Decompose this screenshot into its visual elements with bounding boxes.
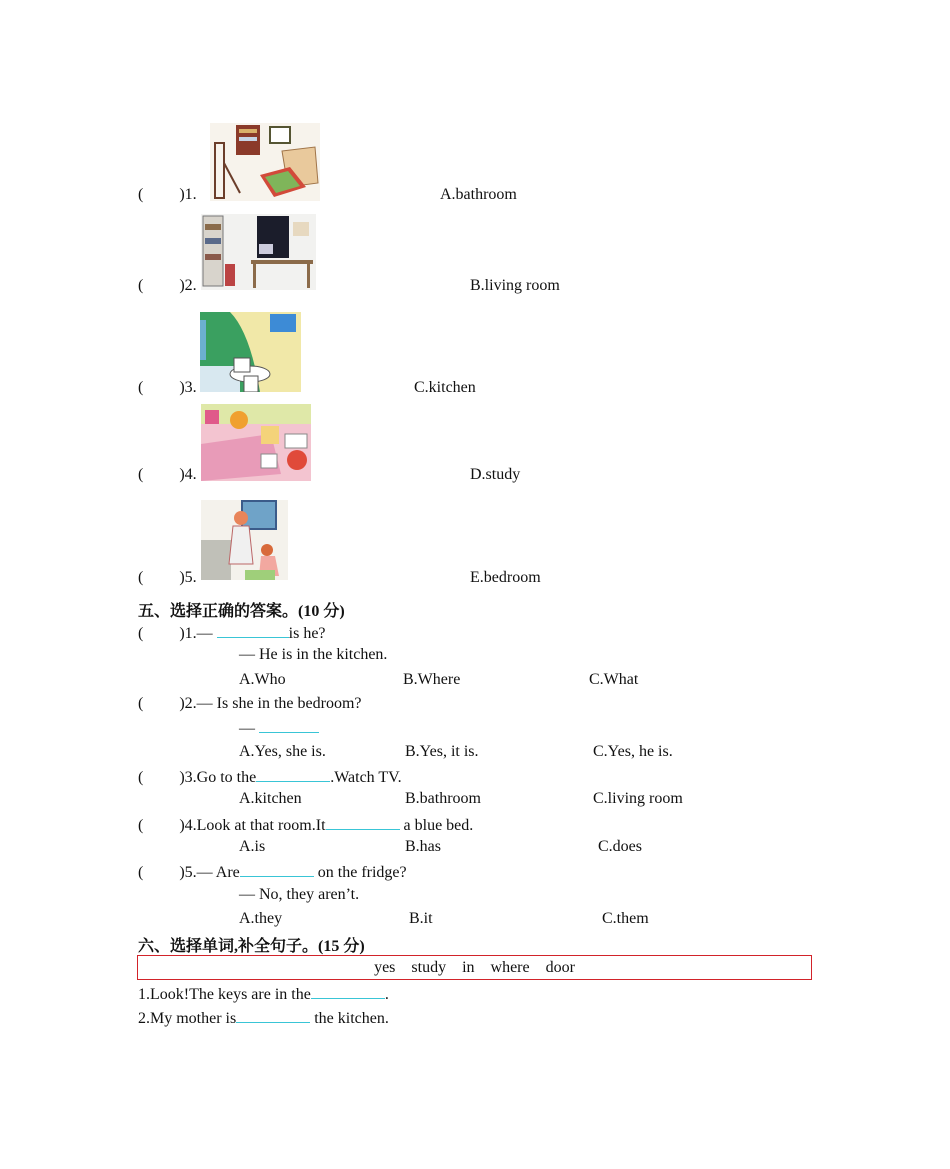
bedroom-picture (201, 404, 311, 481)
q2-dash: — (239, 720, 255, 737)
answer-paren-open[interactable]: ( (138, 569, 144, 586)
matching-row-4 (138, 466, 197, 484)
q2-reply (239, 718, 319, 738)
q1-option-c: C.What (589, 671, 639, 688)
q3-option-b: B.bathroom (405, 790, 481, 807)
s2-suffix: the kitchen. (314, 1010, 389, 1027)
s6-sentence-2 (138, 1008, 389, 1028)
q1-suffix: is he? (288, 625, 326, 642)
section-6-title: 六、选择单词,补全句子。(15 分) (138, 938, 365, 955)
answer-paren-close: ) (179, 695, 185, 712)
study-picture (201, 214, 316, 290)
answer-paren-close: ) (179, 277, 185, 294)
word-bank (137, 955, 812, 980)
q4-prefix: 4.Look at that room.It (184, 817, 326, 834)
answer-paren-close: ) (179, 625, 185, 642)
q5-prefix: 5.— Are (184, 864, 240, 881)
matching-row-2 (138, 277, 197, 295)
q3-option-a: A.kitchen (239, 790, 302, 807)
answer-blank[interactable] (256, 767, 330, 782)
q5-option-b: B.it (409, 910, 433, 927)
s5-question-2 (138, 695, 362, 713)
matching-option-a: A.bathroom (440, 186, 517, 203)
word-bank-words: yes study in where door (374, 959, 575, 976)
answer-paren-close: ) (179, 569, 185, 586)
q4-option-b: B.has (405, 838, 441, 855)
s6-sentence-1 (138, 984, 389, 1004)
answer-paren-open[interactable]: ( (138, 466, 144, 483)
answer-paren-open[interactable]: ( (138, 864, 144, 881)
q2-option-b: B.Yes, it is. (405, 743, 479, 760)
answer-paren-open[interactable]: ( (138, 625, 144, 642)
living-room-picture (210, 123, 320, 201)
answer-paren-open[interactable]: ( (138, 379, 144, 396)
s1-prefix: 1.Look!The keys are in the (138, 986, 311, 1003)
q3-suffix: .Watch TV. (330, 769, 402, 786)
question-number: 2. (184, 277, 197, 294)
answer-paren-open[interactable]: ( (138, 695, 144, 712)
q5-option-a: A.they (239, 910, 283, 927)
question-number: 1. (184, 186, 197, 203)
bathroom-picture (200, 312, 301, 392)
answer-blank[interactable] (240, 862, 314, 877)
s5-question-5 (138, 862, 407, 882)
matching-row-3 (138, 379, 197, 397)
answer-paren-close: ) (179, 379, 185, 396)
s1-suffix: . (384, 986, 389, 1003)
matching-option-b: B.living room (470, 277, 560, 294)
kitchen-picture (201, 500, 288, 580)
s5-question-4 (138, 815, 473, 835)
matching-row-5 (138, 569, 197, 587)
q3-option-c: C.living room (593, 790, 683, 807)
q4-option-a: A.is (239, 838, 266, 855)
s5-question-3 (138, 767, 402, 787)
q2-text: 2.— Is she in the bedroom? (184, 695, 362, 712)
q4-suffix: a blue bed. (403, 817, 474, 834)
q5-option-c: C.them (602, 910, 649, 927)
answer-blank[interactable] (311, 984, 385, 999)
question-number: 4. (184, 466, 197, 483)
answer-blank[interactable] (259, 718, 319, 733)
matching-option-e: E.bedroom (470, 569, 541, 586)
q2-option-a: A.Yes, she is. (239, 743, 326, 760)
answer-paren-open[interactable]: ( (138, 769, 144, 786)
answer-paren-open[interactable]: ( (138, 186, 144, 203)
answer-paren-close: ) (179, 769, 185, 786)
answer-blank[interactable] (236, 1008, 310, 1023)
q3-prefix: 3.Go to the (184, 769, 257, 786)
q1-option-a: A.Who (239, 671, 286, 688)
answer-paren-close: ) (179, 466, 185, 483)
answer-paren-close: ) (179, 186, 185, 203)
question-number: 5. (184, 569, 197, 586)
q1-option-b: B.Where (403, 671, 461, 688)
q1-prefix: 1.— (184, 625, 213, 642)
q1-reply: — He is in the kitchen. (239, 646, 388, 663)
question-number: 3. (184, 379, 197, 396)
q2-option-c: C.Yes, he is. (593, 743, 673, 760)
s5-question-1 (138, 623, 326, 643)
s2-prefix: 2.My mother is (138, 1010, 237, 1027)
answer-blank[interactable] (217, 623, 289, 638)
matching-row-1 (138, 186, 197, 204)
section-5-title: 五、选择正确的答案。(10 分) (138, 603, 345, 620)
answer-blank[interactable] (326, 815, 400, 830)
matching-option-d: D.study (470, 466, 521, 483)
answer-paren-open[interactable]: ( (138, 277, 144, 294)
answer-paren-close: ) (179, 817, 185, 834)
q4-option-c: C.does (598, 838, 642, 855)
q5-suffix: on the fridge? (317, 864, 407, 881)
answer-paren-open[interactable]: ( (138, 817, 144, 834)
q5-reply: — No, they aren’t. (239, 886, 360, 903)
matching-option-c: C.kitchen (414, 379, 476, 396)
answer-paren-close: ) (179, 864, 185, 881)
